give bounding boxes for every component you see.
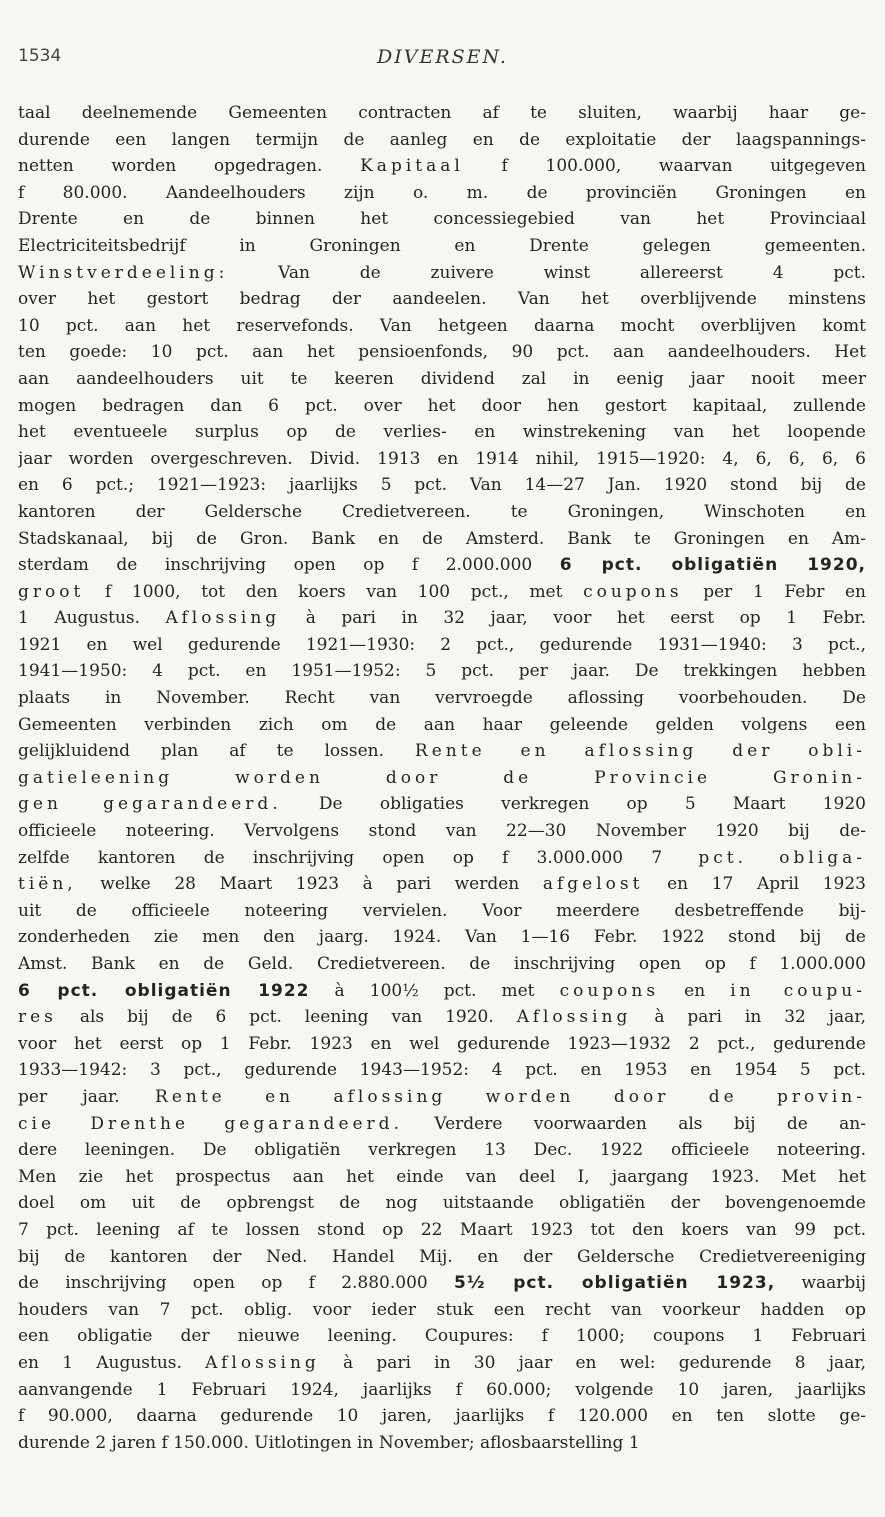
- spaced-term: coupons: [583, 581, 683, 602]
- text-segment: officieele noteering. Vervolgens stond van 22—30 November 1920 bij de-: [18, 821, 866, 842]
- text-segment: durende 2 jaren f 150.000. Uitlotingen in November; aflosbaarstelling 1: [18, 1432, 640, 1453]
- text-segment: voor het eerst op 1 Febr. 1923 en wel gedurende 1923—1932 2 pct., gedurende: [18, 1033, 866, 1054]
- text-segment: f 1000, tot den koers van 100 pct., met: [84, 581, 584, 602]
- text-line: [18, 1004, 866, 1031]
- text-segment: 1 Augustus.: [18, 608, 166, 629]
- text-line: [18, 1057, 866, 1084]
- text-line: [18, 685, 866, 712]
- section-title: DIVERSEN.: [377, 46, 508, 68]
- text-segment: en 17 April 1923: [643, 874, 866, 895]
- text-line: [18, 100, 866, 127]
- spaced-term: in coupu-: [730, 980, 866, 1001]
- text-line: [18, 260, 866, 287]
- text-line: [18, 286, 866, 313]
- text-line: [18, 1111, 866, 1138]
- text-segment: sterdam de inschrijving open op f 2.000.000: [18, 555, 560, 576]
- text-line: [18, 712, 866, 739]
- spaced-term: Kapitaal: [360, 156, 464, 177]
- text-segment: doel om uit de opbrengst de nog uitstaande obligatiën der bovengenoemde: [18, 1193, 866, 1214]
- spaced-term: Rente en aflossing der obli-: [414, 741, 866, 762]
- spaced-term: gatieleening worden door de Provincie Gronin-: [18, 767, 866, 788]
- text-line: [18, 127, 866, 154]
- text-segment: aan aandeelhouders uit te keeren dividend zal in eenig jaar nooit meer: [18, 368, 866, 389]
- text-line: [18, 978, 866, 1005]
- text-segment: f 80.000. Aandeelhouders zijn o. m. de provinciën Groningen en: [18, 182, 866, 203]
- text-line: [18, 924, 866, 951]
- text-segment: Van de zuivere winst allereerst 4 pct.: [228, 262, 866, 283]
- text-segment: netten worden opgedragen.: [18, 156, 361, 177]
- text-segment: kantoren der Geldersche Credietvereen. te Groningen, Winschoten en: [18, 501, 866, 522]
- text-segment: per 1 Febr en: [682, 581, 866, 602]
- spaced-term: Aflossing: [165, 608, 281, 629]
- text-line: [18, 1403, 866, 1430]
- text-line: [18, 658, 866, 685]
- text-line: [18, 339, 866, 366]
- text-segment: à pari in 30 jaar en wel: gedurende 8 jaar,: [319, 1352, 866, 1373]
- text-line: [18, 1164, 866, 1191]
- text-line: [18, 1323, 866, 1350]
- text-line: [18, 845, 866, 872]
- bond-heading: 5½ pct. obligatiën 1923,: [454, 1273, 776, 1294]
- page-number: 1534: [18, 46, 62, 66]
- text-segment: aanvangende 1 Februari 1924, jaarlijks f 60.000; volgende 10 jaren, jaarlijks: [18, 1379, 866, 1400]
- text-segment: gelijkluidend plan af te lossen.: [18, 741, 415, 762]
- text-segment: houders van 7 pct. oblig. voor ieder stuk een recht van voorkeur hadden op: [18, 1299, 866, 1320]
- text-line: [18, 1031, 866, 1058]
- text-segment: per jaar.: [18, 1086, 156, 1107]
- text-line: [18, 605, 866, 632]
- text-line: [18, 472, 866, 499]
- text-segment: De obligaties verkregen op 5 Maart 1920: [281, 794, 866, 815]
- spaced-term: Rente en aflossing worden door de provin-: [155, 1086, 866, 1107]
- text-line: [18, 1244, 866, 1271]
- text-segment: Stadskanaal, bij de Gron. Bank en de Amsterd. Bank te Groningen en Am-: [18, 528, 866, 549]
- text-line: [18, 632, 866, 659]
- text-segment: plaats in November. Recht van vervroegde aflossing voorbehouden. De: [18, 688, 866, 709]
- text-segment: mogen bedragen dan 6 pct. over het door hen gestort kapitaal, zullende: [18, 395, 866, 416]
- text-segment: f 90.000, daarna gedurende 10 jaren, jaarlijks f 120.000 en ten slotte ge-: [18, 1406, 866, 1427]
- text-line: [18, 791, 866, 818]
- text-line: [18, 1190, 866, 1217]
- spaced-term: cie Drenthe gegarandeerd.: [18, 1113, 403, 1134]
- text-line: [18, 446, 866, 473]
- text-segment: jaar worden overgeschreven. Divid. 1913 en 1914 nihil, 1915—1920: 4, 6, 6, 6, 6: [18, 448, 866, 469]
- text-segment: taal deelnemende Gemeenten contracten af te sluiten, waarbij haar ge-: [18, 103, 866, 123]
- text-segment: zelfde kantoren de inschrijving open op f 3.000.000: [18, 847, 652, 868]
- text-line: [18, 951, 866, 978]
- text-segment: Amst. Bank en de Geld. Credietvereen. de inschrijving open op f 1.000.000: [18, 954, 866, 974]
- spaced-term: tiën,: [18, 874, 77, 895]
- text-segment: Men zie het prospectus aan het einde van deel I, jaargang 1923. Met het: [18, 1166, 866, 1187]
- text-line: [18, 180, 866, 207]
- text-segment: als bij de 6 pct. leening van 1920.: [56, 1007, 517, 1028]
- text-segment: ten goede: 10 pct. aan het pensioenfonds, 90 pct. aan aandeelhouders. Het: [18, 342, 866, 363]
- text-line: [18, 499, 866, 526]
- text-segment: 10 pct. aan het reservefonds. Van hetgeen daarna mocht overblijven komt: [18, 315, 866, 336]
- body-text: [18, 100, 866, 1456]
- text-line: [18, 1084, 866, 1111]
- text-line: [18, 1270, 866, 1297]
- spaced-term: Aflossing: [205, 1352, 320, 1373]
- text-segment: welke 28 Maart 1923 à pari werden: [76, 874, 543, 895]
- spaced-term: gen gegarandeerd.: [18, 794, 282, 815]
- spaced-term: coupons: [559, 980, 660, 1001]
- text-segment: het eventueele surplus op de verlies- en winstrekening van het loopende: [18, 422, 866, 443]
- text-segment: bij de kantoren der Ned. Handel Mij. en der Geldersche Credietvereeniging: [18, 1246, 866, 1267]
- spaced-term: groot: [18, 581, 85, 602]
- running-head: [18, 46, 867, 76]
- text-line: [18, 419, 866, 446]
- bond-heading: 6 pct. obligatiën 1920,: [559, 555, 866, 576]
- text-line: [18, 313, 866, 340]
- bond-heading: 6 pct. obligatiën 1922: [18, 980, 310, 1001]
- text-segment: waarbij: [775, 1273, 866, 1294]
- text-line: [18, 765, 866, 792]
- text-line: [18, 1377, 866, 1404]
- text-line: [18, 393, 866, 420]
- text-line: [18, 366, 866, 393]
- text-segment: Drente en de binnen het concessiegebied van het Provinciaal: [18, 209, 866, 230]
- text-segment: dere leeningen. De obligatiën verkregen 13 Dec. 1922 officieele noteering.: [18, 1140, 866, 1161]
- text-segment: Verdere voorwaarden als bij de an-: [402, 1113, 866, 1134]
- text-line: [18, 1350, 866, 1377]
- text-line: [18, 526, 866, 553]
- text-line: [18, 153, 866, 180]
- text-segment: over het gestort bedrag der aandeelen. Van het overblijvende minstens: [18, 289, 866, 310]
- text-line: [18, 818, 866, 845]
- text-segment: en: [659, 980, 731, 1001]
- text-segment: de inschrijving open op f 2.880.000: [18, 1273, 454, 1294]
- text-segment: Electriciteitsbedrijf in Groningen en Drente gelegen gemeenten.: [18, 235, 866, 256]
- text-segment: 1933—1942: 3 pct., gedurende 1943—1952: 4 pct. en 1953 en 1954 5 pct.: [18, 1060, 866, 1081]
- text-segment: à 100½ pct. met: [309, 980, 560, 1001]
- text-line: [18, 871, 866, 898]
- text-segment: en 1 Augustus.: [18, 1352, 206, 1373]
- text-line: [18, 233, 866, 260]
- spaced-term: 7 pct. obliga-: [651, 847, 866, 868]
- text-segment: Gemeenten verbinden zich om de aan haar geleende gelden volgens een: [18, 714, 866, 735]
- text-line: [18, 579, 866, 606]
- text-segment: zonderheden zie men den jaarg. 1924. Van 1—16 Febr. 1922 stond bij de: [18, 927, 866, 948]
- text-line: [18, 1430, 866, 1457]
- text-line: [18, 738, 866, 765]
- text-segment: uit de officieele noteering vervielen. Voor meerdere desbetreffende bij-: [18, 900, 866, 921]
- text-segment: 7 pct. leening af te lossen stond op 22 Maart 1923 tot den koers van 99 pct.: [18, 1219, 866, 1240]
- text-segment: f 100.000, waarvan uitgegeven: [463, 156, 866, 177]
- text-segment: en 6 pct.; 1921—1923: jaarlijks 5 pct. Van 14—27 Jan. 1920 stond bij de: [18, 475, 866, 496]
- text-line: [18, 1297, 866, 1324]
- text-line: [18, 898, 866, 925]
- text-segment: durende een langen termijn de aanleg en de exploitatie der laagspannings-: [18, 129, 866, 150]
- text-segment: 1941—1950: 4 pct. en 1951—1952: 5 pct. per jaar. De trekkingen hebben: [18, 661, 866, 682]
- text-segment: à pari in 32 jaar, voor het eerst op 1 Febr.: [280, 608, 866, 629]
- text-line: [18, 1217, 866, 1244]
- text-segment: à pari in 32 jaar,: [631, 1007, 866, 1028]
- spaced-term: Aflossing: [516, 1007, 632, 1028]
- spaced-term: Winstverdeeling:: [18, 262, 229, 283]
- text-line: [18, 1137, 866, 1164]
- spaced-term: res: [18, 1007, 57, 1028]
- text-segment: 1921 en wel gedurende 1921—1930: 2 pct., gedurende 1931—1940: 3 pct.,: [18, 634, 866, 655]
- text-line: [18, 552, 866, 579]
- text-line: [18, 206, 866, 233]
- text-segment: een obligatie der nieuwe leening. Coupures: f 1000; coupons 1 Februari: [18, 1326, 866, 1347]
- spaced-term: afgelost: [542, 874, 644, 895]
